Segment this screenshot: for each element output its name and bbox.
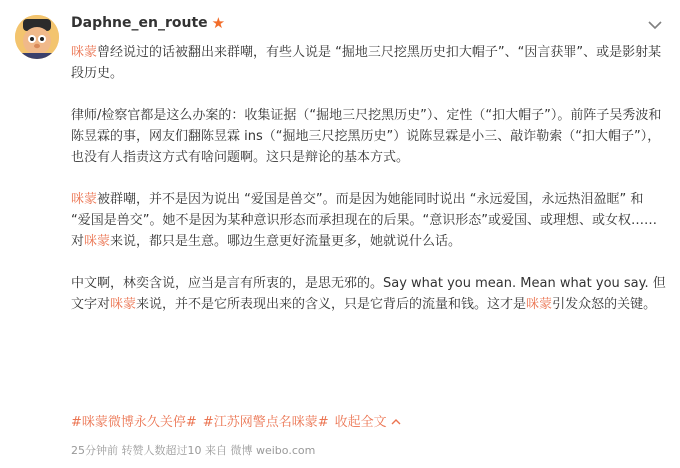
paragraph-text: 曾经说过的话被翻出来群嘲，有些人说是 “掘地三尺挖黑历史扣大帽子”、“因言获罪”、或是影射某段历史。	[71, 45, 662, 81]
post-paragraph	[71, 189, 666, 252]
paragraph-text: 律师/检察官都是这么办案的：收集证据（“掘地三尺挖黑历史”）、定性（“扣大帽子”）。前阵子吴秀波和陈昱霖的事，网友们翻陈昱霖 ins（“掘地三尺挖黑历史”）说陈昱霖是小三、敲诈勒索（“扣大帽子”），也没有人指责这方式有啥问题啊。这只是辩论的基本方式。	[71, 108, 662, 165]
post-paragraph	[71, 273, 666, 315]
topic-tags	[71, 414, 401, 432]
mention-mimeng[interactable]: 咪蒙	[526, 297, 553, 312]
paragraph-text: 被群嘲，并不是因为说出 “爱国是兽交”。而是因为她能同时说出 “永远爱国，永远热泪盈眶” 和 “爱国是兽交”。她不是因为某种意识形态而承担现在的后果。“意识形态”或爱国、或理想、或女权…… 对	[71, 192, 657, 249]
username[interactable]: Daphne_en_route	[71, 15, 208, 31]
username-row	[71, 15, 225, 31]
paragraph-text: 来说，都只是生意。哪边生意更好流量更多，她就说什么话。	[110, 234, 462, 249]
collapse-label: 收起全文	[334, 415, 387, 430]
paragraph-text: 引发众怒的关键。	[552, 297, 657, 312]
avatar-image	[15, 15, 59, 59]
topic-tag-2[interactable]: #江苏网警点名咪蒙#	[202, 415, 329, 430]
avatar[interactable]	[15, 15, 59, 59]
post-paragraph	[71, 42, 666, 84]
mention-mimeng[interactable]: 咪蒙	[71, 45, 98, 60]
collapse-link[interactable]	[335, 415, 401, 430]
mention-mimeng[interactable]: 咪蒙	[84, 234, 111, 249]
post-meta: 25分钟前 转赞人数超过10 来自 微博 weibo.com	[71, 444, 316, 457]
post-paragraph	[71, 105, 666, 168]
chevron-down-icon[interactable]	[648, 20, 662, 30]
post-content	[71, 42, 666, 336]
star-badge-icon: ★	[211, 13, 226, 32]
mention-mimeng[interactable]: 咪蒙	[110, 297, 137, 312]
topic-tag-1[interactable]: #咪蒙微博永久关停#	[71, 415, 197, 430]
paragraph-text: 中文啊，林奕含说，应当是言有所衷的，是思无邪的。Say what you mean. Mean what you say. 但文字对	[71, 276, 666, 312]
paragraph-text: 来说，并不是它所表现出来的含义，只是它背后的流量和钱。这才是	[136, 297, 527, 312]
chevron-up-icon	[391, 418, 401, 426]
mention-mimeng[interactable]: 咪蒙	[71, 192, 98, 207]
